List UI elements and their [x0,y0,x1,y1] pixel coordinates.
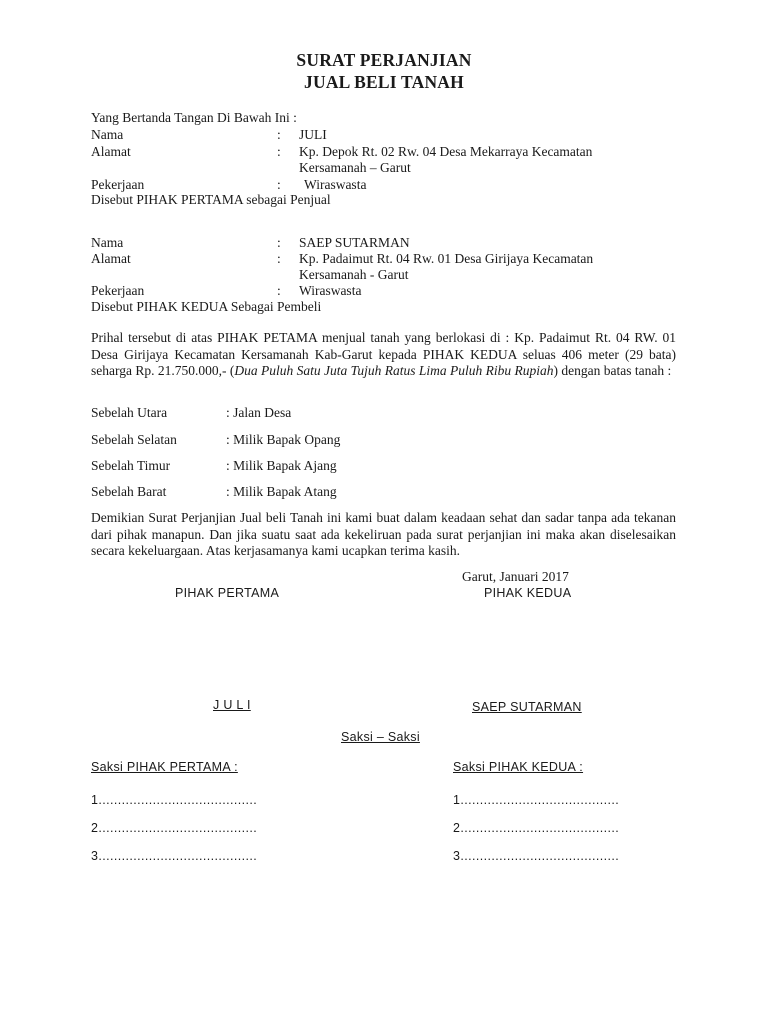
party1-pekerjaan-value: Wiraswasta [304,177,367,192]
party1-nama-colon: : [277,127,281,142]
party2-pekerjaan-label: Pekerjaan [91,283,145,298]
party2-nama-value: SAEP SUTARMAN [299,235,410,250]
party1-alamat-label: Alamat [91,144,131,159]
first-party-witness-label: Saksi PIHAK PERTAMA : [91,760,238,774]
witness-left-line-2: 2......................................... [91,821,258,835]
party1-nama-value: JULI [299,127,327,142]
border-west-label: Sebelah Barat [91,484,167,499]
witness-left-line-3: 3......................................... [91,849,258,863]
party2-designation: Disebut PIHAK KEDUA Sebagai Pembeli [91,299,322,314]
party1-pekerjaan-colon: : [277,177,281,192]
party1-alamat-line1: Kp. Depok Rt. 02 Rw. 04 Desa Mekarraya Kecamatan [299,144,593,159]
title-line-1: SURAT PERJANJIAN [296,50,472,70]
border-north-label: Sebelah Utara [91,405,168,420]
second-party-name: SAEP SUTARMAN [472,700,582,714]
price-in-words: Dua Puluh Satu Juta Tujuh Ratus Lima Puluh Ribu Rupiah [234,363,554,378]
sale-description-part2: ) dengan batas tanah : [553,363,672,378]
party2-nama-colon: : [277,235,281,250]
party2-alamat-line1: Kp. Padaimut Rt. 04 Rw. 01 Desa Girijaya Kecamatan [299,251,594,266]
border-west-value: : Milik Bapak Atang [226,484,337,499]
border-east-value: : Milik Bapak Ajang [226,458,337,473]
second-party-signature-label: PIHAK KEDUA [484,586,572,600]
sale-description-paragraph [91,330,676,380]
border-south-value: : Milik Bapak Opang [226,432,341,447]
party1-nama-label: Nama [91,127,124,142]
sale-description-part1: Prihal tersebut di atas PIHAK PETAMA menjual tanah yang berlokasi di : Kp. Padaimut Rt. 04 RW. 01 Desa Girijaya Kecamatan Kersamanah Kab-Garut kepada PIHAK KEDUA seluas 406 meter (29 bata) seharga Rp. 21.750.000,- ( [91,330,676,378]
party2-nama-label: Nama [91,235,124,250]
party2-pekerjaan-colon: : [277,283,281,298]
witness-heading: Saksi – Saksi [341,730,420,744]
closing-paragraph: Demikian Surat Perjanjian Jual beli Tanah ini kami buat dalam keadaan sehat dan sadar tanpa ada tekanan dari pihak manapun. Dan jika suatu saat ada kekeliruan pada surat perjanjian ini maka akan diselesaikan secara kekeluargaan. Atas kerjasamanya kami ucapkan terima kasih. [91,510,676,558]
second-party-witness-label: Saksi PIHAK KEDUA : [453,760,584,774]
party2-alamat-line2: Kersamanah - Garut [299,267,409,282]
party1-pekerjaan-label: Pekerjaan [91,177,145,192]
intro-text: Yang Bertanda Tangan Di Bawah Ini : [91,110,297,125]
border-north-value: : Jalan Desa [226,405,292,420]
border-east-label: Sebelah Timur [91,458,171,473]
party2-pekerjaan-value: Wiraswasta [299,283,362,298]
party1-alamat-colon: : [277,144,281,159]
place-date: Garut, Januari 2017 [462,569,569,584]
witness-right-line-3: 3......................................... [453,849,620,863]
witness-right-line-2: 2......................................... [453,821,620,835]
party2-alamat-label: Alamat [91,251,131,266]
border-south-label: Sebelah Selatan [91,432,177,447]
first-party-signature-label: PIHAK PERTAMA [175,586,280,600]
party2-alamat-colon: : [277,251,281,266]
witness-right-line-1: 1......................................... [453,793,620,807]
title-line-2: JUAL BELI TANAH [304,72,464,92]
party1-designation: Disebut PIHAK PERTAMA sebagai Penjual [91,192,331,207]
witness-left-line-1: 1......................................... [91,793,258,807]
first-party-name: J U L I [213,698,251,712]
party1-alamat-line2: Kersamanah – Garut [299,160,411,175]
